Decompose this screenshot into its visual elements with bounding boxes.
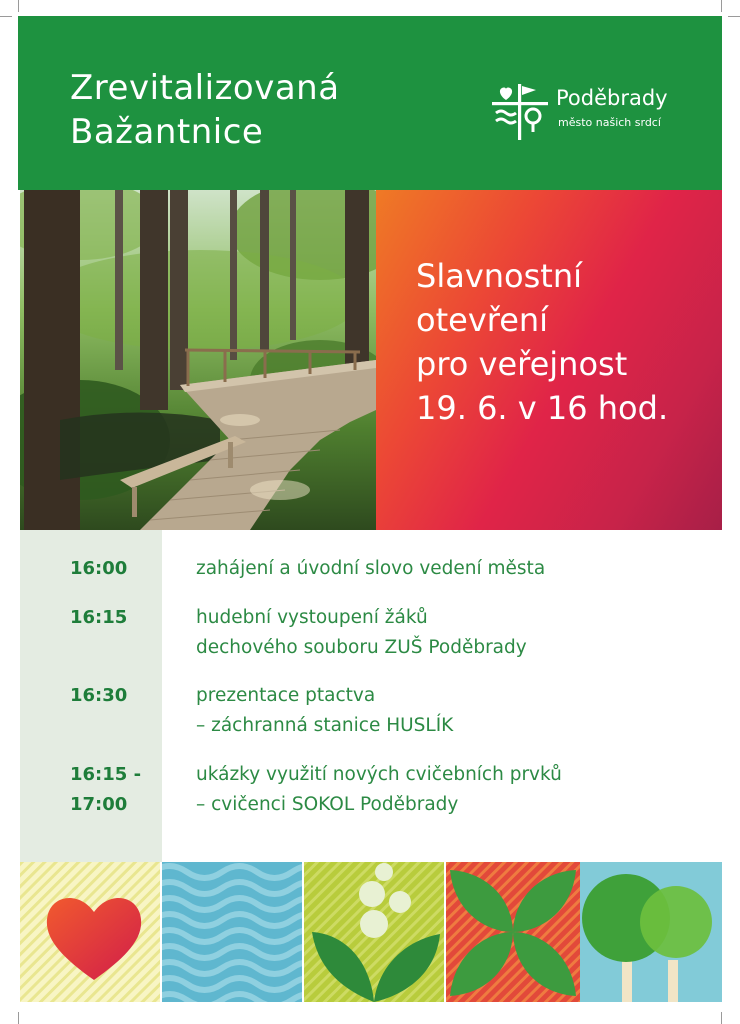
announcement-panel [376,190,722,530]
page-title [70,66,340,154]
header-banner [18,16,722,190]
program-time: 16:00 [70,558,128,579]
program-description: zahájení a úvodní slovo vedení města [196,558,546,579]
heart-tile [20,862,160,1002]
crop-mark [18,1012,19,1024]
trees-tile [580,862,722,1002]
announcement-line-4: 19. 6. v 16 hod. [416,389,669,427]
park-photo [20,190,376,530]
flower-tile [304,862,444,1002]
city-logo [488,80,708,156]
waves-tile [162,862,302,1002]
city-emblem-icon [488,80,552,144]
program-description: hudební vystoupení žáků dechového souboru ZUŠ Poděbrady [196,607,527,658]
crop-mark [728,16,740,17]
crop-mark [18,0,19,12]
announcement-line-2: otevření [416,301,549,339]
announcement-line-1: Slavnostní [416,257,582,295]
title-line-1: Zrevitalizovaná [70,68,340,108]
announcement-line-3: pro veřejnost [416,345,628,383]
crop-mark [721,1012,722,1024]
program-time: 16:30 [70,685,128,706]
crop-mark [721,0,722,12]
program-description: ukázky využití nových cvičebních prvků – cvičenci SOKOL Poděbrady [196,764,562,815]
logo-name: Poděbrady [556,86,668,110]
announcement-text [416,254,668,430]
title-line-2: Bažantnice [70,112,264,152]
crop-mark [0,16,12,17]
program-time: 16:15 - 17:00 [70,764,142,815]
logo-tagline: město našich srdcí [558,116,661,129]
program-time: 16:15 [70,607,128,628]
leaves-tile [446,862,586,1002]
program-description: prezentace ptactva – záchranná stanice HUSLÍK [196,685,454,736]
